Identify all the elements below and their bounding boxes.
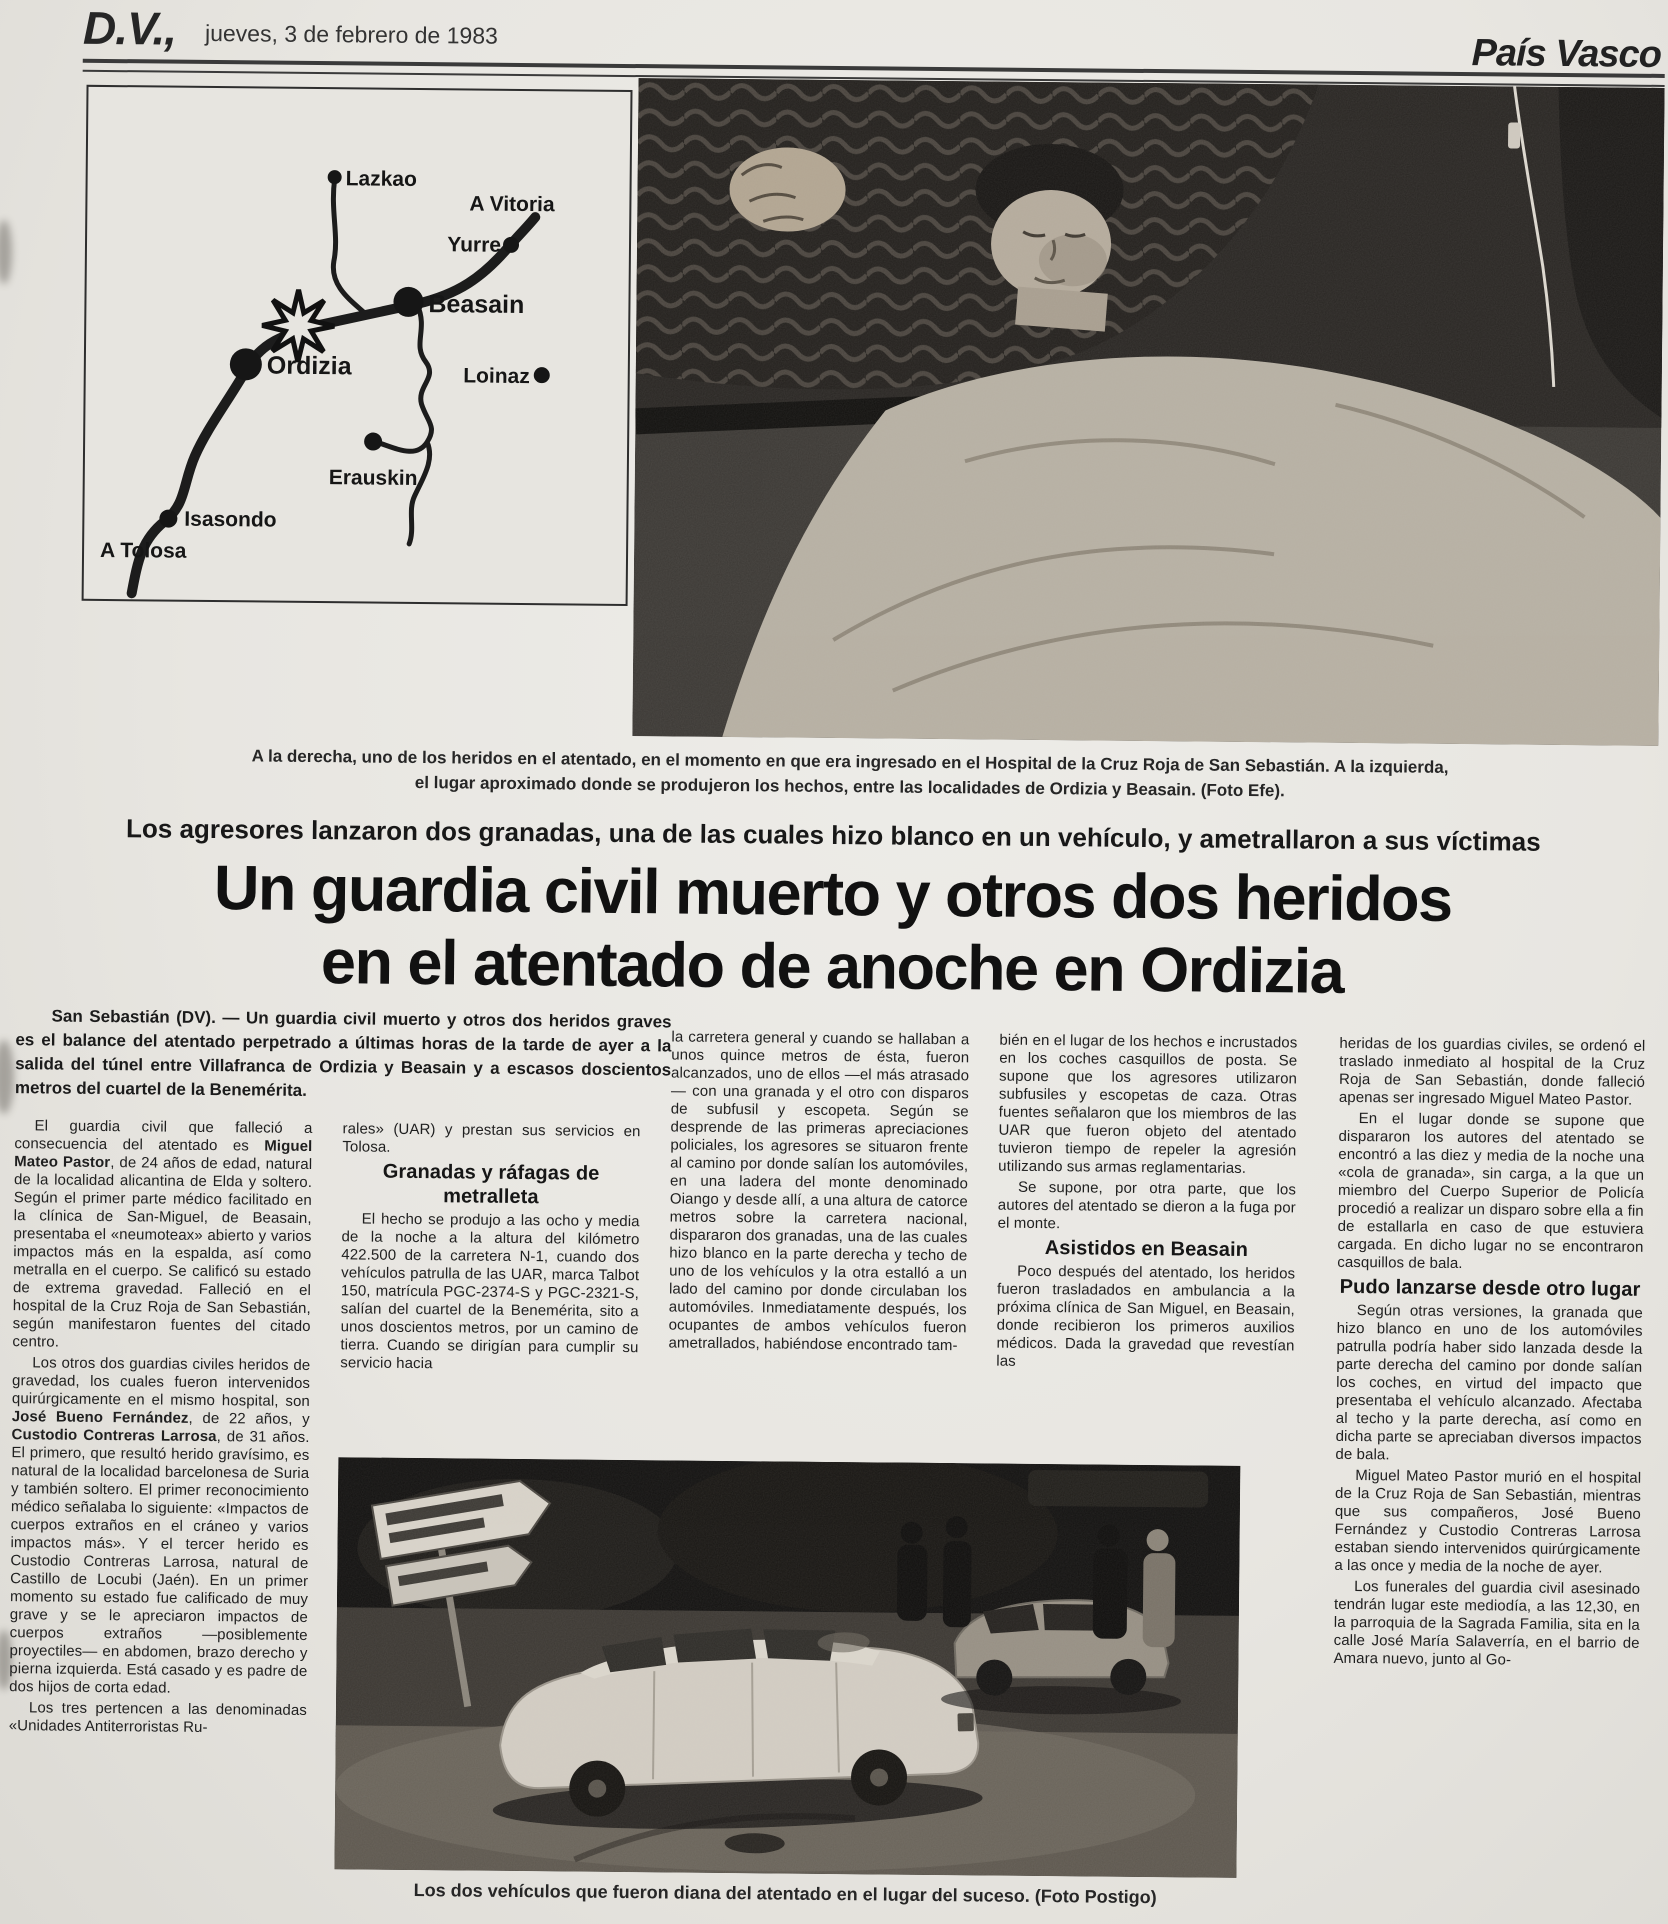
- masthead-logo: D.V.,: [82, 1, 177, 55]
- paragraph: la carretera general y cuando se hallaban a unos quince metros de ésta, fueron alcanzados, uno de ellos —el más atrasado— con una granada y el otro con disparos de subfusil y escopeta. Según se desprende de las primeras apreciaciones policiales, los agresores se situaron frente al camino por donde salían los automóviles, en una ladera del monte denominado Oiango y desde allí, a una altura de catorce metros sobre la carretera nacional, dispararon dos granadas, una de las cuales hizo blanco en la parte derecha y techo de uno de los vehículos y la otra estalló a un lado del camino por donde circulaban los automóviles. Inmediatamente después, los ocupantes de ambos vehículos fueron ametrallados, habiéndose encontrado tam-: [668, 1028, 970, 1355]
- vehicles-photo-caption: Los dos vehículos que fueron diana del atentado en el lugar del suceso. (Foto Postigo): [413, 1880, 1157, 1908]
- headline-line-1: Un guardia civil muerto y otros dos heridos: [213, 853, 1452, 935]
- subhead-granadas: Granadas y ráfagas de metralleta: [382, 1160, 600, 1209]
- paragraph: Se supone, por otra parte, que los autores del atentado se dieron a la fuga por el monte.: [997, 1178, 1297, 1233]
- paragraph: heridas de los guardias civiles, se ordenó el traslado inmediato al hospital de la Cruz Roja de San Sebastián, donde falleció apenas ser ingresado Miguel Mateo Pastor.: [1338, 1034, 1646, 1109]
- map-label-lazkao: Lazkao: [345, 167, 417, 191]
- town-dot-isasondo: [159, 510, 177, 528]
- headline: [0, 850, 1667, 1012]
- paragraph: [9, 1354, 310, 1699]
- paragraph-text: , de 24 años de edad, natural de la localidad alicantina de Elda y soltero. Según el primer parte médico facilitado en la clínica de San-Miguel, de Beasain, presentaba el «neumoteax» abierto y varios impactos más en la espalda, así como metralla en el cuerpo. Se calificó su estado de extrema gravedad. Falleció en el hospital de la Cruz Roja de San Sebastián, según manifestaron fuentes del citado centro.: [12, 1154, 313, 1351]
- paragraph: El hecho se produjo a las ocho y media de la noche a la altura del kilómetro 422.500 de la carretera N-1, cuando dos vehículos patrulla de las UAR, marca Talbot 150, matrícula PGC-2374-S y PGC-2321-S, salían del cuartel de la Benemérita, sito a unos doscientos metros, por un camino de tierra. Cuando se dirigían para cumplir su servicio hacia: [340, 1210, 640, 1373]
- vehicles-photo: [334, 1457, 1240, 1878]
- town-dot-beasain: [393, 287, 423, 317]
- lead-text: San Sebastián (DV). — Un guardia civil muerto y otros dos heridos graves es el balance del atentado perpetrado a últimas horas de la tarde de ayer a la salida del túnel entre Villafranca de Ordizia y Beasain y a escasos doscientos metros del cuartel de la Benemérita.: [14, 1006, 672, 1101]
- body-column-5: [1331, 1035, 1646, 1924]
- subhead-pudo-lanzarse: Pudo lanzarse desde otro lugar: [1339, 1275, 1641, 1301]
- paragraph: bién en el lugar de los hechos e incrustados en los coches casquillos de posta. Se supone que los agresores utilizaron subfusiles y escopetas de caza. Otras fuentes señalaron que los miembros de las UAR que fueron objeto del atentado tuvieron tiempo de repeler la agresión utilizando sus armas reglamentarias.: [998, 1031, 1298, 1177]
- paragraph: [12, 1117, 312, 1354]
- map-label-loinaz: Loinaz: [463, 364, 530, 389]
- paragraph: Los funerales del guardia civil asesinado tendrán lugar este mediodía, a las 12,30, en la parroquia de la Sagrada Familia, sita en la calle José María Salaverría, en el barrio de Amara nuevo, junto al Go-: [1333, 1578, 1641, 1669]
- date-label: jueves, 3 de febrero de 1983: [204, 19, 498, 49]
- photo-caption: A la derecha, uno de los heridos en el atentado, en el momento en que era ingresado en el Hospital de la Cruz Roja de San Sebastián. A la izquierda, el lugar aproximado donde se produjeron los hechos, entre las localidades de Ordizia y Beasain. (Foto Efe).: [251, 746, 1449, 800]
- paragraph-text: , de 22 años, y: [188, 1409, 310, 1428]
- paragraph: Miguel Mateo Pastor murió en el hospital de la Cruz Roja de San Sebastián, mientras que sus compañeros, José Bueno Fernández y Custodio Contreras Larrosa estaban siendo intervenidos quirúrgicamente a las once y media de la noche de ayer.: [1334, 1467, 1642, 1577]
- victim-name: Custodio Contreras Larrosa: [11, 1426, 217, 1446]
- attack-location-map: [84, 87, 631, 604]
- road-south: [380, 305, 433, 544]
- vehicles-photo-image: [334, 1457, 1240, 1878]
- wounded-man-photo: [632, 78, 1664, 746]
- town-dot-ordizia: [230, 348, 262, 380]
- wounded-man-photo-image: [632, 78, 1664, 746]
- map-label-isasondo: Isasondo: [184, 507, 277, 532]
- victim-name: Miguel Mateo Pastor: [14, 1137, 313, 1172]
- paragraph: En el lugar donde se supone que dispararon los autores del atentado se encontró a las diez y media de la noche una «cola de granada», sin carga, a la que un miembro del Cuerpo Superior de Policía procedió a realizar un disparo sobre ella a fin de estallarla en caso de que estuviera cargada. En dicho lugar no se encontraron casquillos de bala.: [1337, 1110, 1645, 1273]
- section-title: País Vasco: [1471, 32, 1662, 76]
- map-label-erauskin: Erauskin: [328, 466, 418, 490]
- lead-paragraph: [15, 1004, 672, 1107]
- paragraph: Los tres pertencen a las denominadas «Unidades Antiterroristas Ru-: [8, 1699, 308, 1737]
- paragraph-text: , de 31 años. El primero, que resultó herido gravísimo, es natural de la localidad barcelonesa de Suria y también soltero. El primer reconocimiento médico señalaba lo siguiente: «Impactos de cuerpos extraños en el cráneo y varios impactos más». Y el tercer herido es Custodio Contreras Larrosa, natural de Castillo de Locubi (Jaén). En un primer momento su estado fue calificado de muy grave y se le apreciaron impactos de cuerpos extraños —posiblemente proyectiles— en abdomen, brazo derecho y pierna izquierda. Está casado y es padre de dos hijos de corta edad.: [9, 1428, 310, 1697]
- paragraph-text: Los otros dos guardias civiles heridos de gravedad, los cuales fueron intervenidos quirúrgicamente en el mismo hospital, son: [11, 1354, 311, 1410]
- paragraph-text: El guardia civil que falleció a consecuencia del atentado es: [14, 1117, 313, 1155]
- paragraph: Según otras versiones, la granada que hizo blanco en uno de los automóviles patrulla podría haber sido lanzada desde la parte derecha del camino por donde salían los coches, en virtud del impacto que presentaba el vehículo alcanzado. Afectaba al techo y la parte derecha, así como en dicha parte se apreciaban diversos impactos de bala.: [1335, 1302, 1643, 1464]
- body-column-3: [667, 1028, 969, 1461]
- map-label-yurre: Yurre: [447, 233, 502, 257]
- road-lazkao: [332, 179, 368, 315]
- map-label-tolosa: A Tolosa: [99, 538, 187, 563]
- town-dot-erauskin: [364, 432, 382, 450]
- town-dot-yurre: [503, 237, 519, 253]
- body-column-1: [7, 1117, 313, 1919]
- map-label-ordizia: Ordizia: [266, 351, 352, 381]
- map-label-vitoria: A Vitoria: [469, 192, 555, 217]
- body-column-2: [339, 1120, 640, 1459]
- map-figure: [82, 85, 633, 606]
- body-column-4: [995, 1032, 1297, 1465]
- town-dot-lazkao: [328, 170, 342, 184]
- victim-name: José Bueno Fernández: [11, 1408, 189, 1427]
- paragraph: rales» (UAR) y prestan sus servicios en Tolosa.: [342, 1120, 641, 1156]
- map-label-beasain: Beasain: [428, 290, 525, 320]
- subhead-asistidos: Asistidos en Beasain: [1044, 1237, 1249, 1261]
- town-dot-loinaz: [534, 367, 550, 383]
- paragraph: Poco después del atentado, los heridos fueron trasladados en ambulancia a la próxima clínica de San Miguel, en Beasain, donde recibieron los primeros auxilios médicos. Dada la gravedad que revestían las: [996, 1262, 1296, 1370]
- headline-line-2: en el atentado de anoche en Ordizia: [320, 927, 1344, 1007]
- kicker: Los agresores lanzaron dos granadas, una de las cuales hizo blanco en un vehículo, y ametrallaron a sus víctimas: [125, 813, 1541, 857]
